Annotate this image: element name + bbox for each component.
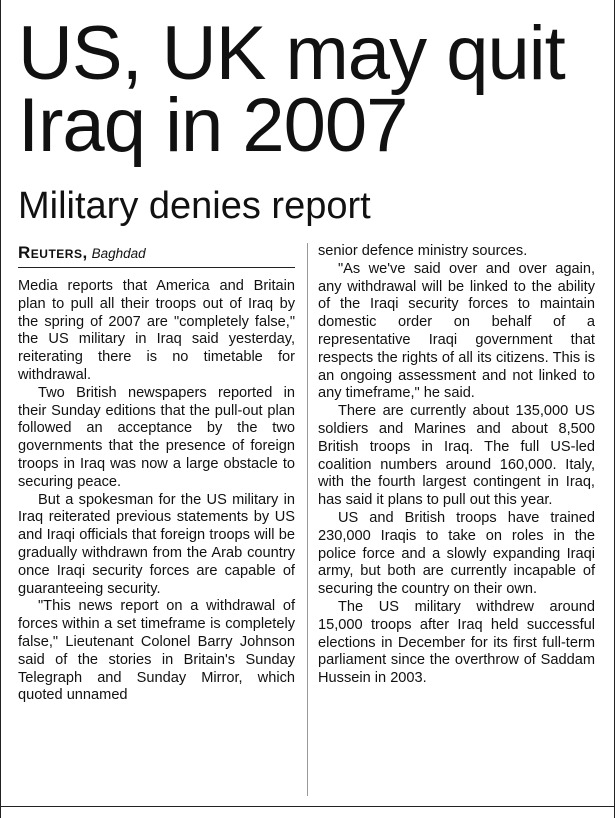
headline-line-2: Iraq in 2007 [18, 83, 408, 168]
column-right [318, 243, 595, 688]
paragraph: US and British troops have trained 230,000 Iraqis to take on roles in the police force and a slowly expanding Iraqi army, but both are currently incapable of securing the country on their own. [318, 509, 595, 598]
byline-agency: Reuters, [18, 243, 88, 262]
paragraph: "As we've said over and over again, any withdrawal will be linked to the ability of the Iraqi security forces to maintain domestic order on behalf of a representative Iraqi government that respects the rights of all its citizens. This is an ongoing assessment and not linked to any timeframe," he said. [318, 260, 595, 402]
byline [18, 243, 295, 268]
paragraph: Two British newspapers reported in their Sunday editions that the pull-out plan followed an acceptance by the two governments that the presence of foreign troops in Iraq was now a large obstacle to securing peace. [18, 384, 295, 490]
bottom-rule [0, 806, 615, 807]
paragraph: senior defence ministry sources. [318, 243, 528, 259]
paragraph: The US military withdrew around 15,000 troops after Iraq held successful elections in December for its first full-term parliament since the overthrow of Saddam Hussein in 2003. [318, 598, 595, 687]
headline-line-1: US, UK may quit [18, 11, 565, 96]
column-divider [307, 243, 308, 796]
paragraph: But a spokesman for the US military in Iraq reiterated previous statements by US and Iraqi officials that foreign troops will be gradually withdrawn from the Arab country once Iraqi security forces are capable of guaranteeing security. [18, 491, 295, 597]
byline-dateline: Baghdad [91, 246, 146, 261]
paragraph: "This news report on a withdrawal of forces within a set timeframe is completely false," Lieutenant Colonel Barry Johnson said of the stories in Britain's Sunday Telegraph and Sunday Mirror, which quoted unnamed [18, 598, 295, 704]
paragraph: Media reports that America and Britain plan to pull all their troops out of Iraq by the spring of 2007 are "completely false," the US military in Iraq said yesterday, reiterating there is no timetable for withdrawal. [18, 278, 295, 383]
paragraph: There are currently about 135,000 US soldiers and Marines and about 8,500 British troops in Iraq. The full US-led coalition numbers around 160,000. Italy, with the fourth largest contingent in Iraq, has said it plans to pull out this year. [318, 403, 595, 509]
column-left [18, 243, 295, 705]
headline [18, 11, 608, 168]
subheadline: Military denies report [18, 185, 371, 227]
